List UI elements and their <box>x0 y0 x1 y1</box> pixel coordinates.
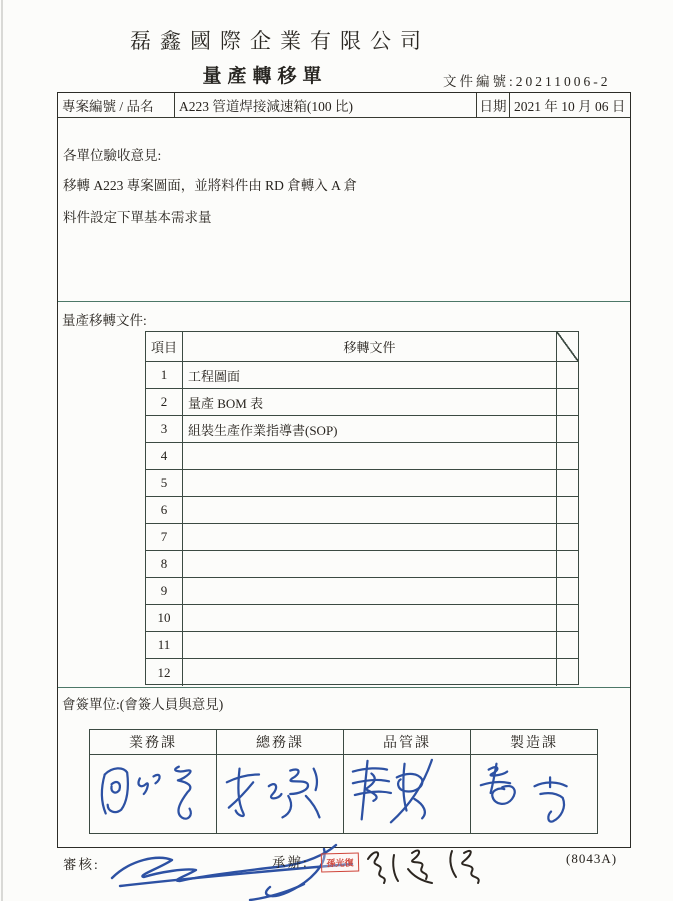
document-number-label: 文件編號: <box>443 74 516 89</box>
section-divider <box>58 687 630 688</box>
row-check-cell <box>557 362 578 388</box>
row-number: 5 <box>146 470 183 496</box>
row-check-cell <box>557 605 578 631</box>
row-doc: 工程圖面 <box>183 362 557 388</box>
row-number: 6 <box>146 497 183 523</box>
acceptance-opinions-section <box>58 118 630 302</box>
row-check-cell <box>557 497 578 523</box>
company-name: 磊鑫國際企業有限公司 <box>130 29 430 53</box>
handwritten-signature-general-affairs <box>217 755 343 833</box>
signature-cell-general-affairs <box>217 755 344 833</box>
table-row <box>146 578 578 605</box>
opinion-line-1: 移轉 A223 專案圖面，並將料件由 RD 倉轉入 A 倉 <box>63 178 358 193</box>
table-row <box>146 551 578 578</box>
signoff-table <box>89 729 598 834</box>
table-row <box>146 470 578 497</box>
project-number-label: 專案編號 / 品名 <box>58 93 175 117</box>
row-number: 10 <box>146 605 183 631</box>
dept-sales: 業務課 <box>90 730 217 754</box>
row-check-cell <box>557 389 578 415</box>
dept-manufacturing: 製造課 <box>510 736 558 751</box>
row-number: 12 <box>146 659 183 686</box>
row-doc <box>183 605 557 631</box>
row-number: 9 <box>146 578 183 604</box>
table-row <box>146 389 578 416</box>
row-number: 3 <box>146 416 183 442</box>
row-doc <box>183 551 557 577</box>
row-number: 1 <box>146 362 183 388</box>
signature-cell-manufacturing <box>471 755 597 833</box>
document-number <box>443 70 611 90</box>
project-info-row <box>58 93 630 118</box>
table-row <box>146 362 578 389</box>
row-check-cell <box>557 524 578 550</box>
row-check-cell <box>557 416 578 442</box>
row-number: 7 <box>146 524 183 550</box>
review-label: 審核: <box>63 857 100 872</box>
handwritten-signature-manufacturing <box>471 755 597 833</box>
opinions-title: 各單位驗收意見: <box>63 148 162 163</box>
table-row <box>146 659 578 686</box>
row-doc <box>183 470 557 496</box>
row-doc: 組裝生產作業指導書(SOP) <box>183 416 557 442</box>
table-row <box>146 416 578 443</box>
row-number: 8 <box>146 551 183 577</box>
row-check-cell <box>557 659 578 686</box>
row-number: 2 <box>146 389 183 415</box>
handwritten-signature-handler <box>358 840 500 894</box>
column-header-doc: 移轉文件 <box>183 332 557 361</box>
form-title: 量產轉移單 <box>202 66 328 87</box>
signature-cell-quality <box>344 755 471 833</box>
signoff-signature-row <box>90 755 597 833</box>
date-value: 2021 年 10 月 06 日 <box>514 99 626 114</box>
table-row <box>146 443 578 470</box>
row-doc <box>183 659 557 686</box>
transfer-docs-table <box>145 331 579 685</box>
transfer-table-header-row <box>146 332 578 362</box>
row-number: 4 <box>146 443 183 469</box>
document-number-value: 20211006-2 <box>515 74 611 89</box>
row-check-cell <box>557 443 578 469</box>
row-doc <box>183 578 557 604</box>
signature-cell-sales <box>90 755 217 833</box>
table-row <box>146 497 578 524</box>
row-check-cell <box>557 551 578 577</box>
table-row <box>146 524 578 551</box>
row-check-cell <box>557 632 578 658</box>
row-doc <box>183 524 557 550</box>
dept-general-affairs: 總務課 <box>217 730 344 754</box>
table-row <box>146 632 578 659</box>
handwritten-signature-sales <box>90 755 216 833</box>
scan-edge-artifact <box>1 0 3 901</box>
opinion-line-2: 料件設定下單基本需求量 <box>63 210 212 225</box>
row-check-cell <box>557 578 578 604</box>
row-number: 11 <box>146 632 183 658</box>
row-doc: 量產 BOM 表 <box>183 389 557 415</box>
signoff-title: 會簽單位:(會簽人員與意見) <box>62 697 224 712</box>
handwritten-signature-quality <box>344 755 470 833</box>
dept-quality: 品管課 <box>344 730 471 754</box>
form-code: (8043A) <box>566 851 618 866</box>
handler-label: 承辦: <box>272 855 309 870</box>
date-label: 日期 <box>477 93 510 117</box>
column-header-item: 項目 <box>146 332 183 361</box>
transfer-docs-title: 量產移轉文件: <box>62 313 147 328</box>
diagonal-slash-cell <box>557 332 578 361</box>
row-doc <box>183 632 557 658</box>
table-row <box>146 605 578 632</box>
row-check-cell <box>557 470 578 496</box>
name-stamp: 孫光復 <box>321 853 359 873</box>
form-main-box <box>57 92 631 848</box>
signoff-header-row <box>90 730 597 755</box>
row-doc <box>183 443 557 469</box>
project-number-value: A223 管道焊接減速箱(100 比) <box>175 93 477 117</box>
row-doc <box>183 497 557 523</box>
